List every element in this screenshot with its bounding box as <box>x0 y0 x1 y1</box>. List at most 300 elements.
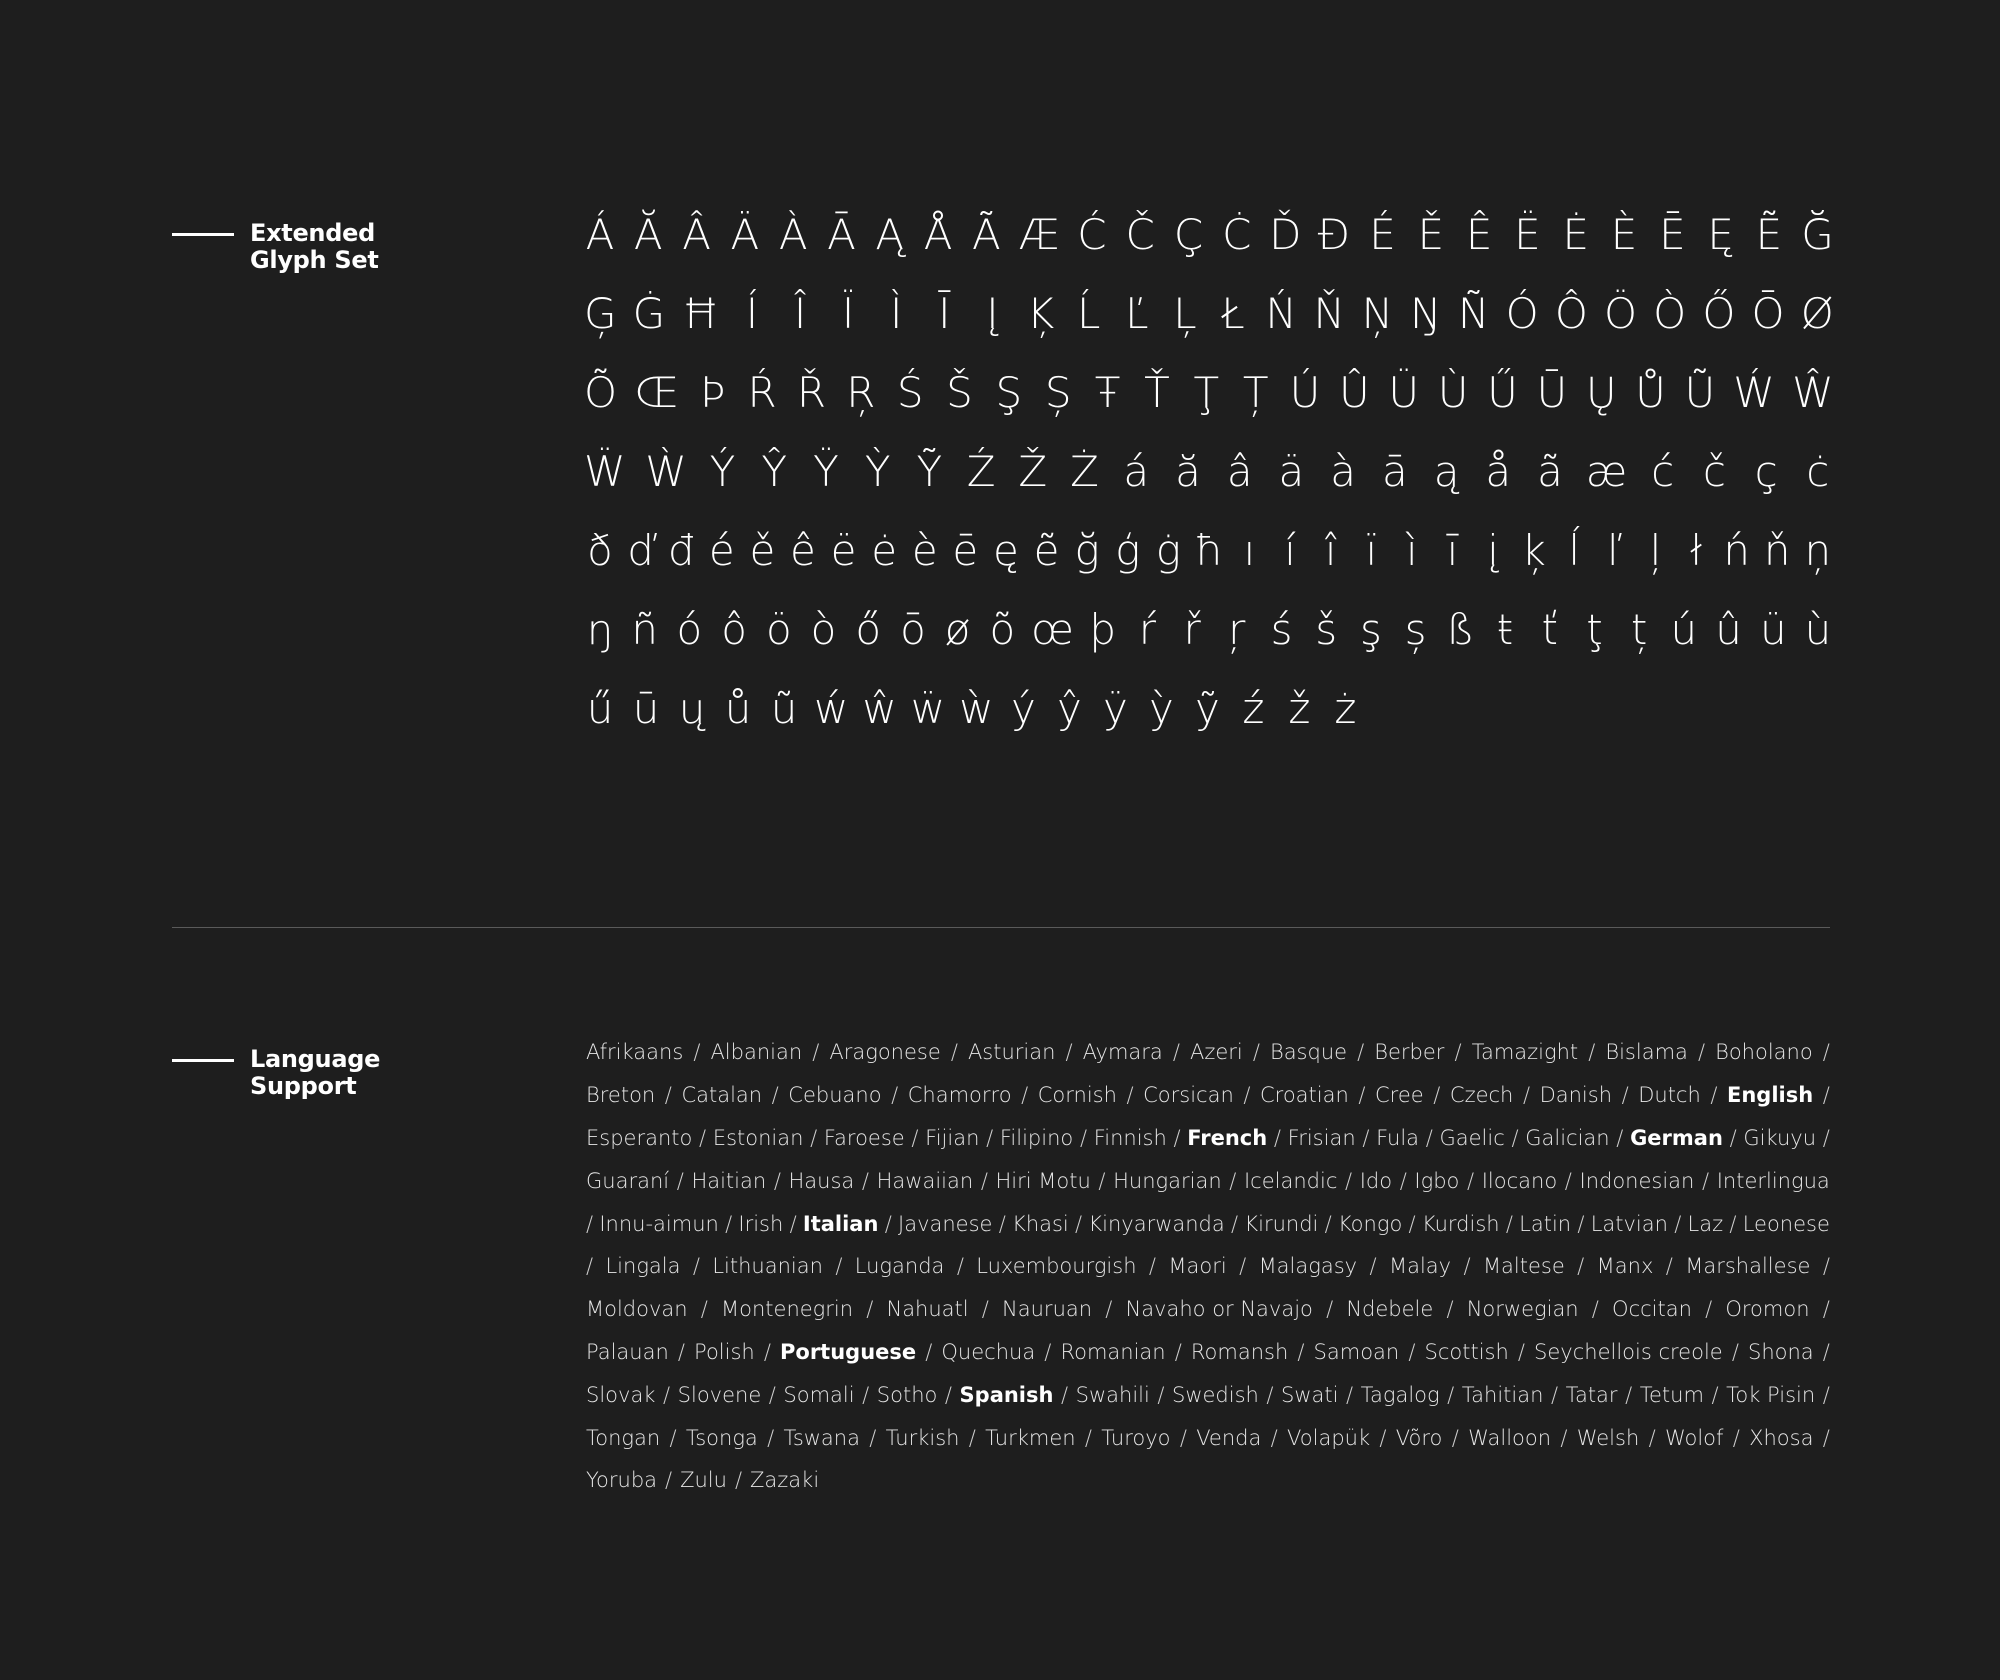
glyph: ú <box>1670 605 1698 654</box>
language-separator: / <box>767 1425 775 1450</box>
language-separator: / <box>1324 1211 1332 1236</box>
glyph: ď <box>627 526 654 575</box>
language-line <box>586 1117 1830 1160</box>
language-separator: / <box>1822 1083 1830 1108</box>
heading-rule <box>172 233 234 236</box>
language-separator: / <box>676 1168 684 1193</box>
glyph: ģ <box>1115 526 1141 575</box>
language-name: Swati <box>1281 1382 1339 1407</box>
language-name: Filipino <box>999 1125 1074 1150</box>
language-name: Hiri Motu <box>995 1168 1091 1193</box>
language-name: Fula <box>1376 1125 1420 1150</box>
glyph: á <box>1123 447 1150 496</box>
language-name-highlighted: French <box>1187 1125 1268 1150</box>
language-name: Latvian <box>1590 1211 1668 1236</box>
language-support-heading <box>172 1046 380 1100</box>
language-line <box>586 1031 1830 1074</box>
language-name: Seychellois creole <box>1534 1339 1723 1364</box>
language-separator: / <box>1822 1040 1830 1065</box>
glyph-row <box>584 363 1834 442</box>
language-separator: / <box>1172 1040 1180 1065</box>
language-name: Lithuanian <box>712 1254 823 1279</box>
language-name: Kongo <box>1337 1211 1403 1236</box>
language-name: Tswana <box>783 1425 860 1450</box>
glyph: ĺ <box>1568 526 1581 575</box>
language-name: Gaelic <box>1439 1125 1505 1150</box>
glyph: ß <box>1446 605 1475 654</box>
language-name: Hawaiian <box>876 1168 974 1193</box>
glyph: Ï <box>841 289 855 338</box>
language-name: Laz <box>1687 1211 1724 1236</box>
language-separator: / <box>1239 1254 1247 1279</box>
language-separator: / <box>1550 1382 1559 1407</box>
language-name-highlighted: German <box>1630 1125 1723 1150</box>
language-separator: / <box>980 1168 988 1193</box>
language-name: Welsh <box>1576 1425 1640 1450</box>
glyph: ç <box>1754 447 1778 496</box>
glyph: Ỹ <box>916 447 943 496</box>
glyph: ï <box>1365 526 1378 575</box>
language-separator: / <box>1822 1254 1830 1279</box>
glyph: Ü <box>1388 368 1420 417</box>
glyph-row <box>584 679 1834 758</box>
glyph: Ć <box>1077 210 1107 259</box>
glyph: À <box>778 210 808 259</box>
language-line <box>586 1459 1830 1502</box>
language-separator: / <box>1297 1339 1305 1364</box>
language-name: Luxembourgish <box>976 1254 1137 1279</box>
language-name: Faroese <box>823 1125 905 1150</box>
glyph: ũ <box>770 684 798 733</box>
language-name: Cree <box>1375 1083 1424 1108</box>
language-name: Ilocano <box>1481 1168 1558 1193</box>
language-separator: / <box>1517 1339 1525 1364</box>
glyph: Ř <box>796 368 827 417</box>
glyph: ð <box>587 526 613 575</box>
language-name: Somali <box>783 1382 855 1407</box>
language-name: Norwegian <box>1466 1297 1579 1322</box>
language-name: Afrikaans <box>586 1040 684 1065</box>
language-separator: / <box>1358 1083 1366 1108</box>
glyph: ă <box>1175 447 1201 496</box>
glyph: ș <box>1404 605 1427 654</box>
glyph: Ä <box>730 210 760 259</box>
language-separator: / <box>1044 1339 1052 1364</box>
language-separator: / <box>1369 1254 1377 1279</box>
glyph: ť <box>1541 605 1558 654</box>
language-name: Tagalog <box>1360 1382 1440 1407</box>
language-separator: / <box>1098 1168 1106 1193</box>
language-name: Ndebele <box>1346 1297 1434 1322</box>
glyph: Ŷ <box>761 447 788 496</box>
glyph: Ý <box>709 447 736 496</box>
glyph: õ <box>989 605 1016 654</box>
glyph: Ẃ <box>1733 368 1775 417</box>
glyph: ì <box>1406 526 1418 575</box>
glyph-row <box>584 205 1834 284</box>
language-separator: / <box>734 1468 743 1493</box>
language-name: Turkmen <box>985 1425 1076 1450</box>
glyph: ö <box>765 605 792 654</box>
glyph: æ <box>1585 447 1627 496</box>
glyph: ŵ <box>862 684 897 733</box>
glyph: Č <box>1125 210 1155 259</box>
language-name: Estonian <box>712 1125 804 1150</box>
language-separator: / <box>692 1254 700 1279</box>
language-separator: / <box>944 1382 952 1407</box>
glyph: ź <box>1242 684 1265 733</box>
glyph: í <box>1284 526 1296 575</box>
language-name: Lingala <box>605 1254 681 1279</box>
glyph: ą <box>1433 447 1460 496</box>
language-name: Nauruan <box>1002 1297 1093 1322</box>
glyph: ẅ <box>910 684 946 733</box>
glyph: Ā <box>827 210 856 259</box>
language-name: Leonese <box>1742 1211 1830 1236</box>
glyph: ỹ <box>1195 684 1220 733</box>
language-line <box>586 1159 1830 1202</box>
glyph: š <box>1315 605 1338 654</box>
glyph: Æ <box>1018 210 1060 259</box>
glyph: Ę <box>1707 210 1734 259</box>
glyph: Ŗ <box>846 368 876 417</box>
glyph: Ș <box>1044 368 1072 417</box>
glyph: ļ <box>1649 526 1662 575</box>
language-line <box>586 1074 1830 1117</box>
glyph: Â <box>682 210 711 259</box>
language-name: Romansh <box>1190 1339 1289 1364</box>
language-separator: / <box>1326 1297 1334 1322</box>
glyph: Õ <box>584 368 618 417</box>
language-name: Wolof <box>1664 1425 1724 1450</box>
language-name: Latin <box>1519 1211 1572 1236</box>
language-separator: / <box>1822 1125 1830 1150</box>
language-support-title-line2: Support <box>250 1072 357 1100</box>
glyph: Ŋ <box>1409 289 1442 338</box>
glyph: Ŕ <box>747 368 777 417</box>
glyph: Ì <box>890 289 903 338</box>
language-name: Swahili <box>1075 1382 1150 1407</box>
language-name: Kinyarwanda <box>1088 1211 1225 1236</box>
glyph: ě <box>749 526 776 575</box>
glyph: å <box>1485 447 1512 496</box>
glyph: ẽ <box>1033 526 1060 575</box>
glyph-row <box>584 284 1834 363</box>
glyph: ẁ <box>959 684 994 733</box>
language-separator: / <box>1126 1083 1134 1108</box>
language-line <box>586 1416 1830 1459</box>
language-name: Igbo <box>1414 1168 1460 1193</box>
glyph: Ġ <box>632 289 666 338</box>
language-line <box>586 1202 1830 1245</box>
glyph: Ů <box>1635 368 1666 417</box>
language-name: Berber <box>1374 1040 1445 1065</box>
glyph: Į <box>986 289 999 338</box>
language-name: Haitian <box>691 1168 767 1193</box>
language-separator: / <box>1560 1425 1568 1450</box>
glyph: ć <box>1651 447 1675 496</box>
language-separator: / <box>1702 1168 1710 1193</box>
glyph: ẃ <box>814 684 849 733</box>
language-separator: / <box>1270 1425 1278 1450</box>
glyph: ñ <box>631 605 659 654</box>
language-name: Volapük <box>1287 1425 1371 1450</box>
language-name: Hausa <box>788 1168 855 1193</box>
language-name: Tsonga <box>685 1425 758 1450</box>
language-separator: / <box>1447 1382 1455 1407</box>
language-separator: / <box>1243 1083 1251 1108</box>
language-separator: / <box>1588 1040 1596 1065</box>
language-separator: / <box>771 1083 779 1108</box>
glyph: Ņ <box>1361 289 1394 338</box>
glyph-set-title <box>250 220 379 274</box>
language-name: Zulu <box>680 1468 727 1493</box>
glyph: Ç <box>1173 210 1204 259</box>
glyph: ċ <box>1806 447 1830 496</box>
language-name: Xhosa <box>1749 1425 1814 1450</box>
glyph: Ě <box>1417 210 1445 259</box>
language-separator: / <box>669 1425 677 1450</box>
language-separator: / <box>1357 1040 1365 1065</box>
language-name: Kirundi <box>1244 1211 1319 1236</box>
language-list <box>586 1031 1830 1502</box>
glyph: Ẽ <box>1755 210 1783 259</box>
language-name: Esperanto <box>586 1125 693 1150</box>
glyph: þ <box>1089 605 1117 654</box>
language-name: Basque <box>1269 1040 1348 1065</box>
glyph: Ş <box>995 368 1023 417</box>
glyph: Ľ <box>1125 289 1149 338</box>
glyph: Ō <box>1751 289 1785 338</box>
language-separator: / <box>1433 1083 1441 1108</box>
glyph: Ė <box>1562 210 1590 259</box>
glyph: Đ <box>1317 210 1351 259</box>
glyph: à <box>1330 447 1356 496</box>
language-name: Turkish <box>885 1425 960 1450</box>
language-separator: / <box>1822 1339 1830 1364</box>
glyph: û <box>1715 605 1742 654</box>
glyph: Ģ <box>584 289 617 338</box>
language-separator: / <box>1697 1040 1706 1065</box>
language-line <box>586 1331 1830 1374</box>
glyph: ä <box>1278 447 1305 496</box>
glyph: Ť <box>1144 368 1170 417</box>
glyph: Á <box>585 210 615 259</box>
glyph: ø <box>944 605 971 654</box>
language-separator: / <box>1252 1040 1260 1065</box>
language-name: Tatar <box>1565 1382 1618 1407</box>
glyph: Ū <box>1536 368 1568 417</box>
glyph: Ą <box>875 210 905 259</box>
language-separator: / <box>884 1211 892 1236</box>
language-name: Danish <box>1539 1083 1613 1108</box>
glyph: Ű <box>1487 368 1518 417</box>
glyph: ų <box>678 684 706 733</box>
language-separator: / <box>835 1254 843 1279</box>
glyph: ė <box>871 526 898 575</box>
language-separator: / <box>1505 1211 1513 1236</box>
language-separator: / <box>862 1382 870 1407</box>
language-name: Võro <box>1395 1425 1443 1450</box>
glyph-row <box>584 521 1834 600</box>
language-name: Maori <box>1168 1254 1227 1279</box>
language-name: Aymara <box>1082 1040 1163 1065</box>
language-separator: / <box>663 1382 671 1407</box>
language-separator: / <box>866 1297 874 1322</box>
language-separator: / <box>1822 1425 1830 1450</box>
language-separator: / <box>1021 1083 1029 1108</box>
glyph: Ũ <box>1684 368 1716 417</box>
language-separator: / <box>773 1168 781 1193</box>
language-name: Luganda <box>854 1254 945 1279</box>
glyph: ŷ <box>1057 684 1082 733</box>
glyph: È <box>1610 210 1638 259</box>
heading-rule <box>172 1059 234 1062</box>
glyph: Ţ <box>1193 368 1220 417</box>
glyph: ā <box>1381 447 1408 496</box>
language-name: Marshallese <box>1685 1254 1811 1279</box>
glyph: ỳ <box>1149 684 1174 733</box>
language-support-title-line1: Language <box>250 1045 381 1073</box>
language-separator: / <box>1451 1425 1459 1450</box>
language-name: Slovak <box>586 1382 656 1407</box>
language-name: Maltese <box>1482 1254 1565 1279</box>
language-name: Palauan <box>586 1339 669 1364</box>
glyph: î <box>1324 526 1337 575</box>
language-separator: / <box>1061 1382 1069 1407</box>
language-separator: / <box>1157 1382 1165 1407</box>
language-name: Navaho or Navajo <box>1125 1297 1313 1322</box>
glyph: Ÿ <box>813 447 839 496</box>
language-separator: / <box>664 1083 672 1108</box>
glyph: Ț <box>1242 368 1269 417</box>
glyph: ľ <box>1606 526 1623 575</box>
glyph: Ğ <box>1801 210 1834 259</box>
language-name: Turoyo <box>1101 1425 1171 1450</box>
glyph: Ĺ <box>1076 289 1101 338</box>
language-separator: / <box>586 1211 594 1236</box>
glyph-row <box>584 442 1834 521</box>
language-name: Tok Pisin <box>1726 1382 1816 1407</box>
language-separator: / <box>1173 1125 1181 1150</box>
glyph: Ķ <box>1026 289 1055 338</box>
language-name: Fijian <box>925 1125 980 1150</box>
language-name: Malay <box>1388 1254 1452 1279</box>
language-name: Asturian <box>967 1040 1056 1065</box>
language-separator: / <box>1408 1339 1416 1364</box>
language-separator: / <box>1408 1211 1416 1236</box>
language-separator: / <box>1621 1083 1629 1108</box>
language-name: Shona <box>1747 1339 1814 1364</box>
language-separator: / <box>1463 1254 1471 1279</box>
glyph: Ī <box>938 289 951 338</box>
language-name: Icelandic <box>1243 1168 1338 1193</box>
language-separator: / <box>1454 1040 1462 1065</box>
language-name: Scottish <box>1424 1339 1509 1364</box>
language-name: Khasi <box>1012 1211 1069 1236</box>
language-separator: / <box>1379 1425 1387 1450</box>
language-separator: / <box>699 1125 707 1150</box>
glyph: ô <box>721 605 747 654</box>
language-name: Cornish <box>1037 1083 1117 1108</box>
glyph: Ö <box>1604 289 1638 338</box>
language-separator: / <box>981 1297 989 1322</box>
glyph: ī <box>1446 526 1459 575</box>
glyph: œ <box>1031 605 1074 654</box>
language-name: Kurdish <box>1421 1211 1500 1236</box>
glyph: Ē <box>1659 210 1686 259</box>
language-name: Galician <box>1525 1125 1610 1150</box>
glyph: Ú <box>1289 368 1321 417</box>
glyph: ț <box>1630 605 1648 654</box>
glyph: Ê <box>1465 210 1493 259</box>
language-name: Walloon <box>1468 1425 1552 1450</box>
language-name: Slovene <box>677 1382 762 1407</box>
language-name: Nahuatl <box>886 1297 969 1322</box>
language-separator: / <box>1446 1297 1454 1322</box>
glyph: É <box>1369 210 1396 259</box>
glyph: Ċ <box>1222 210 1252 259</box>
glyph: ê <box>790 526 816 575</box>
glyph: ž <box>1288 684 1311 733</box>
glyph: Ň <box>1313 289 1345 338</box>
language-name: Irish <box>738 1211 784 1236</box>
glyph: ň <box>1763 526 1791 575</box>
glyph: ù <box>1804 605 1832 654</box>
glyph: ő <box>855 605 882 654</box>
glyph: ś <box>1270 605 1293 654</box>
language-name: Manx <box>1596 1254 1654 1279</box>
glyph: Ò <box>1653 289 1687 338</box>
language-name: Oromon <box>1725 1297 1810 1322</box>
language-separator: / <box>810 1125 818 1150</box>
language-name: Czech <box>1449 1083 1514 1108</box>
language-separator: / <box>1674 1211 1682 1236</box>
language-separator: / <box>1231 1211 1239 1236</box>
language-separator: / <box>1346 1382 1354 1407</box>
language-separator: / <box>861 1168 869 1193</box>
language-name: Indonesian <box>1579 1168 1695 1193</box>
language-name: Croatian <box>1260 1083 1349 1108</box>
glyph: ü <box>1759 605 1787 654</box>
glyph: Ã <box>972 210 1001 259</box>
glyph: Ź <box>966 447 996 496</box>
glyph: Ô <box>1554 289 1588 338</box>
language-separator: / <box>725 1211 733 1236</box>
glyph: Š <box>946 368 973 417</box>
glyph: Í <box>745 289 759 338</box>
language-name: Tetum <box>1639 1382 1704 1407</box>
glyph: ġ <box>1155 526 1181 575</box>
language-separator: / <box>789 1211 797 1236</box>
language-name: Quechua <box>941 1339 1036 1364</box>
language-name: Innu-aimun <box>599 1211 719 1236</box>
glyph: Ñ <box>1457 289 1490 338</box>
glyph: Ž <box>1018 447 1048 496</box>
glyph: ę <box>993 526 1019 575</box>
language-name: Azeri <box>1189 1040 1243 1065</box>
language-name: Catalan <box>681 1083 763 1108</box>
glyph: Ų <box>1585 368 1617 417</box>
glyph: ē <box>952 526 979 575</box>
glyph: Î <box>793 289 807 338</box>
language-separator: / <box>700 1297 708 1322</box>
language-separator: / <box>763 1339 771 1364</box>
glyph: Ļ <box>1173 289 1197 338</box>
glyph-row <box>584 600 1834 679</box>
glyph: ÿ <box>1103 684 1128 733</box>
glyph: ō <box>900 605 926 654</box>
